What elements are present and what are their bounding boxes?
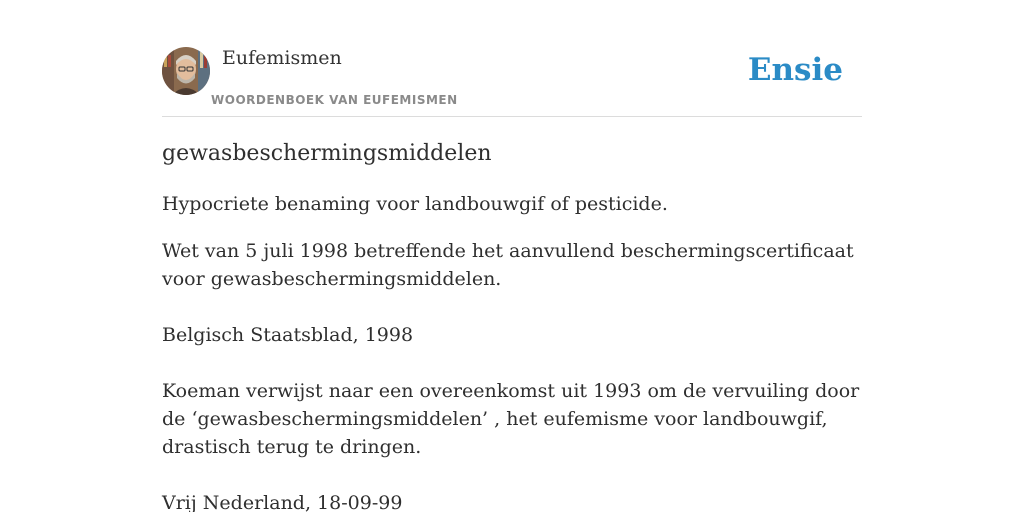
ensie-logo-link[interactable]: Ensie bbox=[747, 52, 843, 88]
example-text: Wet van 5 juli 1998 betreffende het aanvullend beschermingscertificaat voor gewasbeschermingsmiddelen. bbox=[162, 240, 854, 290]
entry-definition: Hypocriete benaming voor landbouwgif of pesticide. bbox=[162, 193, 668, 215]
author-name[interactable]: Eufemismen bbox=[222, 47, 342, 69]
dictionary-entry bbox=[162, 138, 882, 512]
dictionary-subtitle[interactable]: WOORDENBOEK VAN EUFEMISMEN bbox=[211, 93, 458, 107]
example-source: Belgisch Staatsblad, 1998 bbox=[162, 324, 414, 346]
header bbox=[162, 46, 862, 117]
example-text: Koeman verwijst naar een overeenkomst uit 1993 om de vervuiling door de ‘gewasbeschermingsmiddelen’ , het eufemisme voor landbouwgif, drastisch terug te dringen. bbox=[162, 380, 860, 458]
avatar[interactable] bbox=[162, 47, 210, 95]
author-portrait-icon bbox=[162, 47, 210, 95]
example-source: Vrij Nederland, 18-09-99 bbox=[162, 492, 403, 512]
entry-headword: gewasbeschermingsmiddelen bbox=[162, 141, 492, 166]
